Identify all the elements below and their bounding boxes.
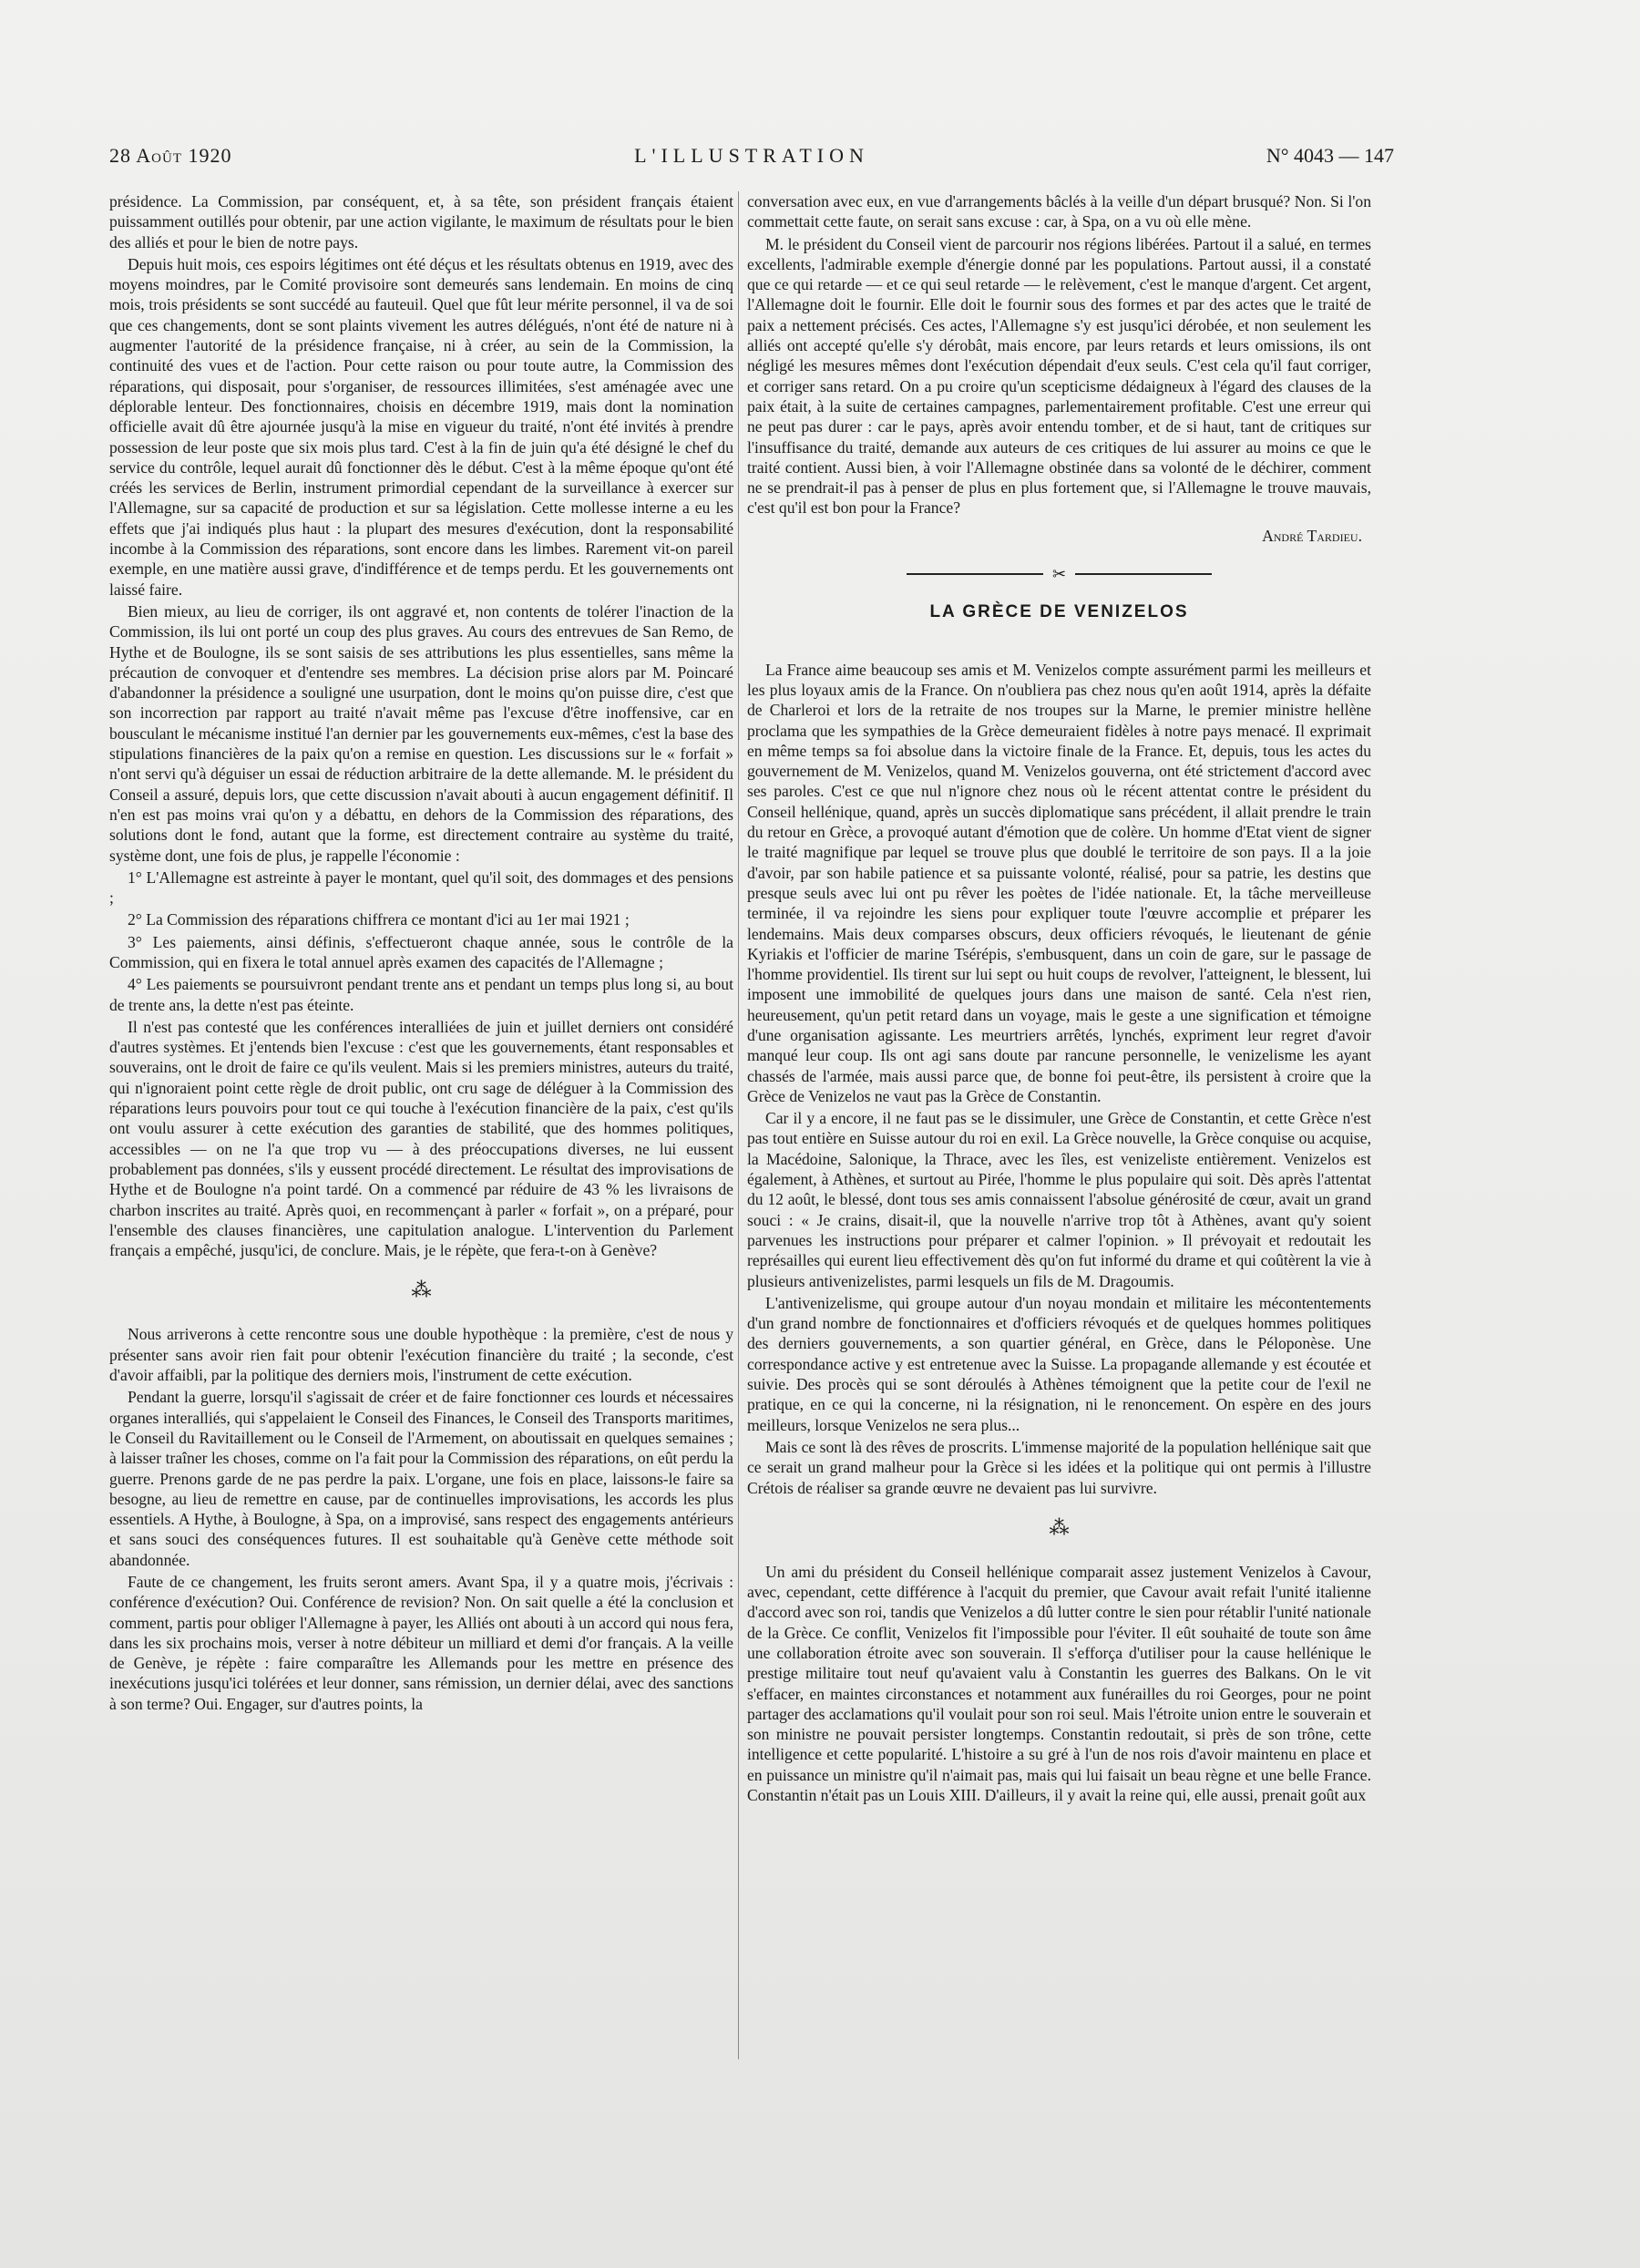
- list-item: 1° L'Allemagne est astreinte à payer le montant, quel qu'il soit, des dommages et des pensions ;: [109, 867, 733, 908]
- issue-page-number: N° 4043 — 147: [1266, 144, 1394, 167]
- paragraph: Un ami du président du Conseil hellénique comparait assez justement Venizelos à Cavour, avec, cependant, cette différence à l'acquit du premier, que Cavour avait refait l'unité italienne d'accord avec son roi, tandis que Venizelos a dû lutter contre le sien pour rétablir l'unité nationale de la Grèce. Ce conflit, Venizelos fit l'impossible pour l'éviter. Il eût souhaité de toute son âme une collaboration étroite avec son souverain. Il s'efforça d'utiliser pour la cause hellénique le prestige militaire tout neuf qu'avaient valu à Constantin les guerres des Balkans. On le vit s'effacer, en maintes circonstances et notamment aux funérailles du roi Georges, pour ne point partager des acclamations qu'il voulait pour son roi seul. Mais l'étroite union entre le souverain et son ministre ne pouvait persister longtemps. Constantin redoutait, si près de son trône, cette intelligence et cette popularité. L'histoire a su gré à l'un de nos rois d'avoir maintenu en place et en puissance un ministre qu'il n'aimait pas, mais qui lui faisait un beau règne et une belle France. Constantin n'était pas un Louis XIII. D'ailleurs, il y avait la reine qui, elle aussi, prenait goût aux: [747, 1562, 1371, 1805]
- paragraph: présidence. La Commission, par conséquent, et, à sa tête, son président français étaient puissamment outillés pour obtenir, par une action vigilante, le maximum de résultats pour le bien des alliés et pour le bien de notre pays.: [109, 192, 733, 251]
- paragraph: L'antivenizelisme, qui groupe autour d'un noyau mondain et militaire les mécontentements d'un grand nombre de fonctionnaires et d'officiers révoqués et de quelques hommes politiques des derniers gouvernements, a son quartier général, en Grèce, dans le Péloponèse. Une correspondance active y est entretenue avec la Suisse. La propagande allemande y est écoutée et suivie. Des procès qui se sont déroulés à Athènes témoignent que la petite cour de l'exil ne pratique, en ce qui la concerne, ni la résignation, ni le renoncement. On espère en des jours meilleurs, lorsque Venizelos ne sera plus...: [747, 1293, 1371, 1434]
- rule-line-left: [907, 573, 1043, 575]
- ornament-icon: ✂: [1051, 565, 1067, 584]
- rule-line-right: [1075, 573, 1212, 575]
- ornamental-rule: [747, 564, 1371, 584]
- paragraph: Car il y a encore, il ne faut pas se le dissimuler, une Grèce de Constantin, et cette Grèce n'est pas tout entière en Suisse autour du roi en exil. La Grèce nouvelle, la Grèce conquise ou acquise, la Macédoine, Salonique, la Thrace, avec les îles, est venizeliste entièrement. Venizelos est également, à Athènes, et surtout au Pirée, l'homme le plus populaire qui soit. Dès après l'attentat du 12 août, le blessé, dont tous ses amis connaissent l'absolue générosité de cœur, avait un grand souci : « Je crains, disait-il, que la nouvelle n'arrive trop tôt à Athènes, avant qu'y soient parvenues les instructions pour préparer et calmer l'opinion. » Il prévoyait et redoutait les représailles qui eurent lieu effectivement dès qu'on fut informé du drame et qui coûtèrent la vie à plusieurs antivenizelistes, parmi lesquels un fils de M. Dragoumis.: [747, 1109, 1371, 1290]
- numbered-list: [109, 867, 733, 1015]
- paragraph: conversation avec eux, en vue d'arrangements bâclés à la veille d'un départ brusqué? Non. Si l'on commettait cette faute, on serait sans excuse : car, à Spa, on a vu où elle mène.: [747, 192, 1371, 231]
- paragraph: Pendant la guerre, lorsqu'il s'agissait de créer et de faire fonctionner ces lourds et nécessaires organes interalliés, qui s'appelaient le Conseil des Finances, le Conseil des Transports maritimes, le Conseil du Ravitaillement ou le Conseil de l'Armement, on aboutissait en quelques semaines ; à laisser traîner les choses, comme on l'a fait pour la Commission des réparations, on eût perdu la guerre. Prenons garde de ne pas perdre la paix. L'organe, une fois en place, laissons-le faire sa besogne, au lieu de remettre en cause, par de continuelles improvisations, les accords les plus essentiels. A Hythe, à Boulogne, à Spa, on a improvisé, sans respect des engagements antérieurs et sans souci des conséquences futures. Il est souhaitable qu'à Genève cette méthode soit abandonnée.: [109, 1388, 733, 1569]
- paragraph: Il n'est pas contesté que les conférences interalliées de juin et juillet derniers ont considéré d'autres systèmes. Et j'entends bien l'excuse : c'est que les gouvernements, étant responsables et souverains, ont le droit de faire ce qu'ils veulent. Mais si les premiers ministres, auteurs du traité, qui n'ignoraient point cette règle de droit public, ont cru sage de déléguer à la Commission des réparations leurs pouvoirs pour tout ce qui touche à l'exécution financière de la paix, c'est qu'ils ont voulu assurer à cette exécution des garanties de stabilité, que des hommes politiques, accessibles — on ne l'a que trop vu — à des préoccupations diverses, ne lui eussent probablement pas données, s'ils y eussent procédé directement. Le résultat des improvisations de Hythe et de Boulogne n'a point tardé. On a commencé par réduire de 43 % les livraisons de charbon inscrites au traité. Après quoi, en recommençant à parler « forfait », on a préparé, pour l'ensemble des clauses financières, une capitulation analogue. L'intervention du Parlement français a empêché, jusqu'ici, de conclure. Mais, je le répète, que fera-t-on à Genève?: [109, 1017, 733, 1260]
- paragraph: Bien mieux, au lieu de corriger, ils ont aggravé et, non contents de tolérer l'inaction de la Commission, ils lui ont porté un coup des plus graves. Au cours des entrevues de San Remo, de Hythe et de Boulogne, ils se sont saisis de ses attributions les plus essentielles, sans même la précaution de convoquer et d'entendre ses membres. La décision prise alors par M. Poincaré d'abandonner la présidence a souligné une usurpation, dont le moins qu'on puisse dire, c'est que son incorrection par rapport au traité n'avait même pas l'excuse d'être inoffensive, car en bousculant le mécanisme institué l'an dernier par les gouvernements eux-mêmes, c'est la base des stipulations financières de la paix qu'on a remise en question. Les discussions sur le « forfait » n'ont servi qu'à déguiser un essai de réduction arbitraire de la dette allemande. M. le président du Conseil a assuré, depuis lors, que cette discussion n'avait abouti à aucun engagement définitif. Il n'en est pas moins vrai qu'on y a débattu, en dehors de la Commission des réparations, des solutions dont le fond, autant que la forme, est directement contraire au système du traité, système dont, une fois de plus, je rappelle l'économie :: [109, 601, 733, 865]
- article-title: LA GRÈCE DE VENIZELOS: [929, 602, 1189, 622]
- header-date: 28 Août 1920: [109, 144, 232, 167]
- asterism-separator: ⁂: [411, 1278, 432, 1302]
- paragraph: M. le président du Conseil vient de parcourir nos régions libérées. Partout il a salué, en termes excellents, l'admirable exemple d'énergie donné par les populations. Partout aussi, il a constaté que ce qui retarde — et ce qui seul retarde — le relèvement, c'est le manque d'argent. Cet argent, l'Allemagne doit le fournir. Elle doit le fournir sous des formes et par des actes que le traité de paix a nettement précisés. Ces actes, l'Allemagne s'y est jusqu'ici dérobée, et non seulement les alliés ont accepté qu'elle s'y dérobât, mais encore, par leurs retards et leurs omissions, ils ont négligé les mesures mêmes dont l'exécution dépendait d'eux seuls. C'est cela qu'il faut corriger, et corriger sans retard. On a pu croire qu'un scepticisme dédaigneux à l'égard des clauses de la paix était, à la suite de certaines campagnes, parlementairement profitable. C'est une erreur qui ne peut pas durer : car le pays, après avoir entendu tomber, et de si haut, tant de critiques sur l'insuffisance du traité, demande aux auteurs de ces critiques de lui assurer au moins ce que le traité contient. Aussi bien, à voir l'Allemagne obstinée dans sa volonté de le déchirer, comment ne se prendrait-il pas à penser de plus en plus fortement que, si l'Allemagne le trouve mauvais, c'est qu'il est bon pour la France?: [747, 234, 1371, 518]
- author-signature: André Tardieu.: [1262, 526, 1362, 545]
- list-item: 3° Les paiements, ainsi définis, s'effectueront chaque année, sous le contrôle de la Commission, qui en fixera le total annuel après examen des capacités de l'Allemagne ;: [109, 932, 733, 971]
- paragraph: Mais ce sont là des rêves de proscrits. L'immense majorité de la population hellénique sait que ce serait un grand malheur pour la Grèce si les idées et la politique qui ont permis à l'illustre Crétois de réaliser sa grande œuvre ne devaient pas lui survivre.: [747, 1437, 1371, 1497]
- asterism-separator: ⁂: [1049, 1515, 1070, 1539]
- page-header: [109, 144, 1394, 171]
- list-item: 2° La Commission des réparations chiffrera ce montant d'ici au 1er mai 1921 ;: [128, 910, 630, 929]
- paragraph: Nous arriverons à cette rencontre sous une double hypothèque : la première, c'est de nous y présenter sans avoir rien fait pour obtenir l'exécution financière du traité ; la seconde, c'est d'avoir affaibli, par la politique des derniers mois, l'instrument de cette exécution.: [109, 1325, 733, 1385]
- left-column: [109, 191, 733, 2068]
- paragraph: Depuis huit mois, ces espoirs légitimes ont été déçus et les résultats obtenus en 1919, avec des moyens moindres, par le Comité provisoire sont demeurés sans lendemain. En moins de cinq mois, trois présidents se sont succédé au fauteuil. Quel que fût leur mérite personnel, il va de soi que ces changements, dont se sont plaints vivement les autres délégués, n'ont été de nature ni à augmenter l'autorité de la présidence française, ni à créer, au sein de la Commission, la continuité des vues et de l'action. Pour cette raison ou pour toute autre, la Commission des réparations, qui disposait, pour s'organiser, de ressources illimitées, s'est aménagée avec une déplorable lenteur. Des fonctionnaires, choisis en décembre 1919, mais dont la nomination officielle avait dû être ajournée jusqu'à la mise en vigueur du traité, n'ont été invités à prendre possession de leur poste que six mois plus tard. C'est à la fin de juin qu'a été désigné le chef du service du contrôle, lequel aurait dû fonctionner dès le début. C'est à la même époque qu'ont été créés les services de Berlin, instrument primordial cependant de la surveillance à exercer sur l'Allemagne, sur sa capacité de production et sur sa législation. Cette mollesse interne a eu les effets que j'ai indiqués plus haut : la plupart des mesures d'exécution, dont la responsabilité incombe à la Commission des réparations, sont encore dans les limbes. Rarement vit-on pareil exemple, en une matière aussi grave, d'indifférence et de temps perdu. Et les gouvernements ont laissé faire.: [109, 254, 733, 599]
- paragraph: Faute de ce changement, les fruits seront amers. Avant Spa, il y a quatre mois, j'écrivais : conférence d'exécution? Oui. Conférence de revision? Non. On sait quelle a été la conclusion et comment, partis pour obliger l'Allemagne à payer, les Alliés ont abouti à un accord qui nous fera, dans les six prochains mois, verser à notre débiteur un milliard et demi d'or français. A la veille de Genève, je répète : faire comparaître les Allemands pour les mettre en présence des inexécutions jusqu'ici tolérées et leur donner, sans rémission, un dernier délai, avec des sanctions à son terme? Oui. Engager, sur d'autres points, la: [109, 1573, 733, 1713]
- list-item: 4° Les paiements se poursuivront pendant trente ans et pendant un temps plus long si, au bout de trente ans, la dette n'est pas éteinte.: [109, 975, 733, 1014]
- right-column: [747, 191, 1371, 2068]
- masthead-title: L'ILLUSTRATION: [634, 144, 869, 167]
- paragraph: La France aime beaucoup ses amis et M. Venizelos compte assurément parmi les meilleurs et les plus loyaux amis de la France. On n'oubliera pas chez nous qu'en août 1914, après la défaite de Charleroi et lors de la retraite de nos troupes sur la Marne, le premier ministre hellène proclama que les sympathies de la Grèce demeuraient fidèles à notre pays menacé. Il exprimait en même temps sa foi absolue dans la victoire finale de la France. Et, depuis, tous les actes du gouvernement de M. Venizelos, quand M. Venizelos gouverna, ont été strictement d'accord avec ses paroles. C'est ce que nul n'ignore chez nous où le récent attentat contre le président du Conseil hellénique, quand, après un succès diplomatique sans précédent, il allait prendre le train du retour en Grèce, a provoqué autant d'émotion que de colère. Un homme d'Etat vient de signer le traité magnifique par lequel se trouve plus que doublé le territoire de son pays. Il a la joie d'avoir, par son habile patience et sa puissante volonté, réalisé, pour sa patrie, les destins que presque seuls avec lui ont pu rêver les poètes de l'idée nationale. Et, la tâche merveilleuse terminée, il va rejoindre les siens pour expliquer toute l'œuvre accomplie et préparer les lendemains. Mais deux comparses obscurs, deux officiers révoqués, le lieutenant de génie Kyriakis et l'officier de marine Tsérépis, s'embusquent, dans un coin de gare, sur le passage de l'homme providentiel. Ils tirent sur lui sept ou huit coups de revolver, l'atteignent, le blessent, lui imposent une immobilité de quelques jours dans une maison de santé. Cela n'est rien, heureusement, qu'un petit retard dans un voyage, mais le geste a une signification et témoigne d'une organisation agissante. Les meurtriers arrêtés, lynchés, expriment leur regret d'avoir manqué leur coup. Ils ont agi sans doute par rancune personnelle, le venizelisme les ayant chassés de l'armée, mais aussi parce que, de bonne foi peut-être, ils persistent à croire que la Grèce de Venizelos ne vaut pas la Grèce de Constantin.: [747, 660, 1371, 1105]
- column-divider: [738, 191, 739, 2059]
